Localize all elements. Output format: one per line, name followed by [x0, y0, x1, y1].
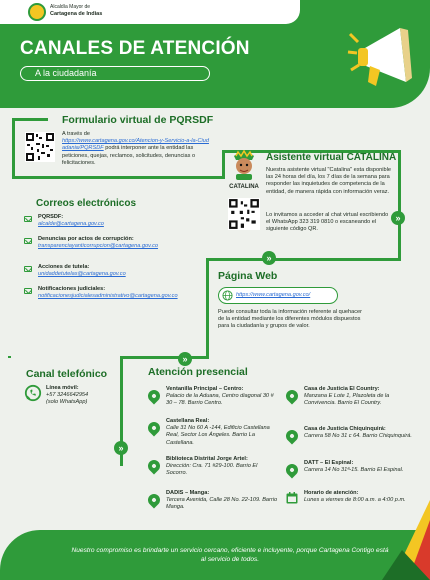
connector-line	[12, 118, 15, 178]
telefono-label: Línea móvil:	[46, 385, 79, 391]
list-item	[148, 386, 280, 418]
sede-address: Carrera 58 No 31 c 64. Barrio Chiquinquirá.	[304, 433, 412, 440]
list-item	[286, 426, 414, 460]
web-link[interactable]: https://www.cartagena.gov.co/	[236, 292, 311, 298]
location-pin-icon	[284, 428, 301, 445]
correo-link[interactable]: alcalde@cartagena.gov.co	[38, 221, 104, 228]
sede-address: Calle 31 No 60 A -144, Edificio Castellana Real, Sector Los Ángeles. Barrio La Castellana.	[166, 425, 270, 446]
arrow-right-icon: »	[391, 211, 405, 225]
telefono-title: Canal telefónico	[26, 368, 108, 380]
page-subtitle: A la ciudadanía	[20, 66, 210, 81]
sede-name: DADIS – Manga:	[166, 490, 210, 496]
telefono-note: (solo WhatsApp)	[46, 399, 88, 406]
whatsapp-icon	[24, 384, 42, 402]
connector-line	[12, 118, 48, 121]
envelope-icon	[24, 216, 32, 222]
catalina-avatar-icon	[228, 150, 260, 186]
list-item	[24, 214, 200, 236]
correo-link[interactable]: notificacionesjudicialesadministrativo@cartagena.gov.co	[38, 293, 178, 300]
sede-name: DATT – El Espinal:	[304, 460, 354, 466]
catalina-text2: Lo invitamos a acceder al chat virtual escribiendo el WhatsApp 323 319 0810 o escaneando el siguiente código QR.	[266, 212, 389, 233]
correo-label: Acciones de tutela:	[38, 264, 90, 270]
list-item	[24, 286, 200, 314]
catalina-text1: Nuestra asistente virtual "Catalina" esta disponible las 24 horas del día, los 7 días de la semana para responder las inquietudes de competencia de la entidad, de manera rápida con información veraz.	[266, 167, 391, 195]
city-seal-icon	[28, 3, 46, 21]
location-pin-icon	[284, 388, 301, 405]
catalina-logo-label: CATALINA	[229, 184, 259, 190]
page-title: CANALES DE ATENCIÓN	[20, 38, 250, 59]
connector-line	[206, 258, 401, 261]
pqrsdf-qr-code[interactable]	[25, 132, 55, 162]
arrow-down-icon: »	[114, 441, 128, 455]
sede-name: Biblioteca Distrital Jorge Artel:	[166, 456, 248, 462]
list-item	[24, 264, 200, 286]
pqrsdf-description	[62, 131, 212, 167]
envelope-icon	[24, 288, 32, 294]
list-item	[148, 418, 280, 456]
header-logo-bar	[0, 0, 300, 24]
catalina-title: Asistente virtual CATALINA	[266, 152, 397, 163]
connector-line	[398, 150, 401, 260]
list-item	[148, 456, 280, 490]
list-item	[148, 490, 280, 520]
pqrsdf-lead: A través de	[62, 131, 90, 137]
connector-line	[120, 356, 209, 359]
pqrsdf-text: interponer ante la entidad las peticiones, quejas, reclamos, solicitudes, denuncias o felicitaciones.	[62, 145, 196, 166]
presencial-title: Atención presencial	[148, 366, 248, 378]
correo-link[interactable]: unidaddetutelas@cartagena.gov.co	[38, 271, 126, 278]
list-item	[286, 460, 414, 490]
sede-address: Manzana E Lote 1, Plazoleta de la Convivencia. Barrio El Country.	[304, 393, 390, 407]
web-url-box[interactable]	[218, 287, 338, 304]
sede-address: Dirección: Cra. 71 #29-100. Barrio El Socorro.	[166, 463, 258, 477]
sede-name: Castellana Real:	[166, 418, 210, 424]
location-pin-icon	[284, 462, 301, 479]
horario-label: Horario de atención:	[304, 490, 359, 496]
correo-label: PQRSDF:	[38, 214, 64, 220]
catalina-qr-code[interactable]	[228, 198, 260, 230]
sede-address: Palacio de la Aduana, Centro diagonal 30 # 30 – 78. Barrio Centro.	[166, 393, 274, 407]
web-text: Puede consultar toda la información referente al quehacer de la entidad mediante los diferentes módulos dispuestos para la ciudadanía y grupos de valor.	[218, 309, 362, 330]
list-item	[24, 236, 200, 264]
web-title: Página Web	[218, 270, 278, 282]
sede-address: Tercera Avenida, Calle 28 No. 22-109. Barrio Manga.	[166, 497, 278, 511]
telefono-info	[46, 385, 116, 407]
location-pin-icon	[146, 492, 163, 509]
correo-label: Denuncias por actos de corrupción:	[38, 236, 134, 242]
calendar-icon	[286, 492, 298, 504]
telefono-number[interactable]: +57 3246642954	[46, 392, 89, 399]
horario-text: Lunes a viernes de 8:00 a.m. a 4:00 p.m.	[304, 497, 406, 504]
logo-line1: Alcaldía Mayor de	[50, 4, 91, 10]
location-pin-icon	[146, 458, 163, 475]
location-pin-icon	[146, 388, 163, 405]
arrow-right-icon: »	[262, 251, 276, 265]
correo-link[interactable]: transparenciayanticorrupcion@cartagena.gov.co	[38, 243, 159, 250]
sede-name: Ventanilla Principal – Centro:	[166, 386, 244, 392]
connector-line	[222, 150, 225, 179]
logo-line2: Cartagena de Indias	[50, 11, 103, 17]
logo-text	[50, 4, 130, 18]
correo-label: Notificaciones judiciales:	[38, 286, 106, 292]
pqrsdf-title: Formulario virtual de PQRSDF	[62, 114, 214, 126]
sede-name: Casa de Justicia El Country:	[304, 386, 380, 392]
list-item	[286, 386, 414, 426]
envelope-icon	[24, 266, 32, 272]
correos-title: Correos electrónicos	[36, 198, 137, 209]
envelope-icon	[24, 238, 32, 244]
connector-line	[12, 176, 224, 179]
sede-address: Carrera 14 No 31ª-15. Barrio El Espinal.	[304, 467, 404, 474]
decorative-triangles-icon	[372, 500, 430, 580]
presencial-left-list	[148, 386, 280, 520]
megaphone-icon	[330, 20, 420, 100]
correos-list	[24, 214, 200, 314]
presencial-right-list	[286, 386, 414, 518]
location-pin-icon	[146, 420, 163, 437]
sede-name: Casa de Justicia Chiquinquirá:	[304, 426, 386, 432]
connector-line	[8, 356, 11, 358]
footer-text: Nuestro compromiso es brindarte un servicio cercano, eficiente e incluyente, porque Cartagena Contigo está al servicio de todos.	[71, 547, 389, 563]
globe-icon	[222, 290, 233, 301]
arrow-right-icon: »	[178, 352, 192, 366]
connector-line	[206, 258, 209, 358]
pqrsdf-link[interactable]: https://www.cartagena.gov.co/Atencion-y-Servicio-a-la-Ciudadania/PQRSDF	[62, 138, 209, 152]
pqrsdf-link-suffix: podrá	[103, 145, 120, 152]
